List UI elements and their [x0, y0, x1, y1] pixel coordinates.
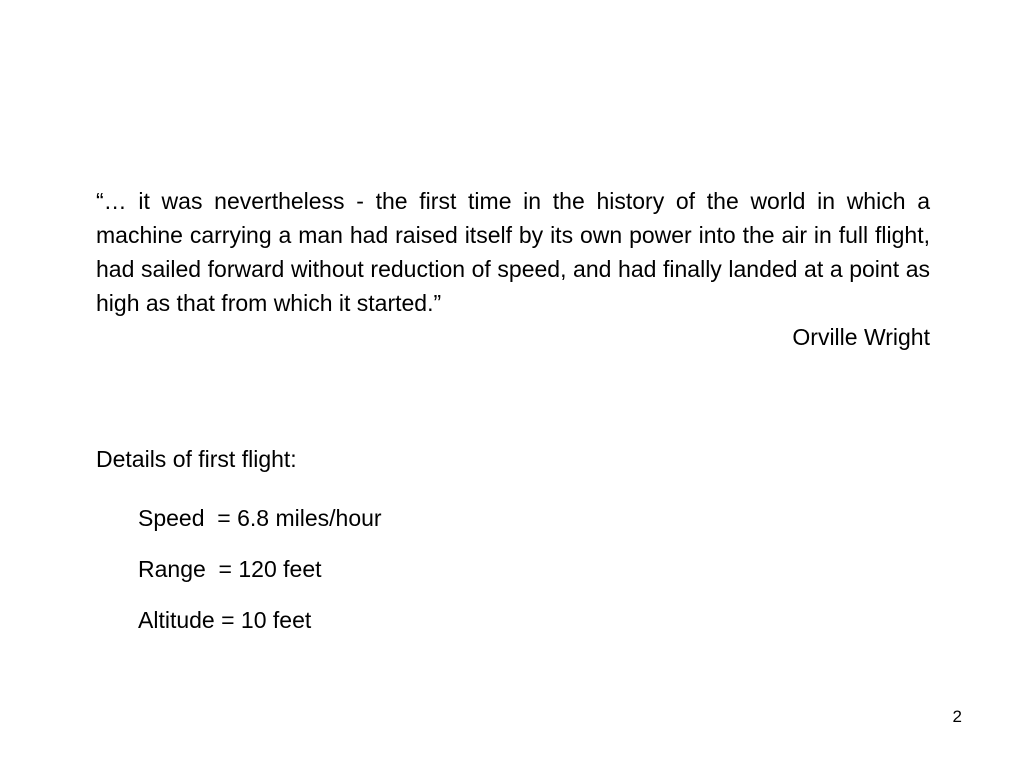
detail-altitude: Altitude = 10 feet [138, 607, 312, 633]
details-heading: Details of first flight: [96, 446, 297, 472]
page-number: 2 [952, 707, 962, 726]
quote-block [96, 184, 930, 354]
quote-text: “… it was nevertheless - the first time in the history of the world in which a machine carrying a man had raised itself by its own power into the air in full flight, had sailed forward without reduction of speed, and had finally landed at a point as high as that from which it started.” [96, 188, 930, 316]
detail-range: Range = 120 feet [138, 556, 322, 582]
details-list [138, 501, 382, 654]
quote-author: Orville Wright [792, 324, 930, 350]
detail-speed: Speed = 6.8 miles/hour [138, 505, 382, 531]
